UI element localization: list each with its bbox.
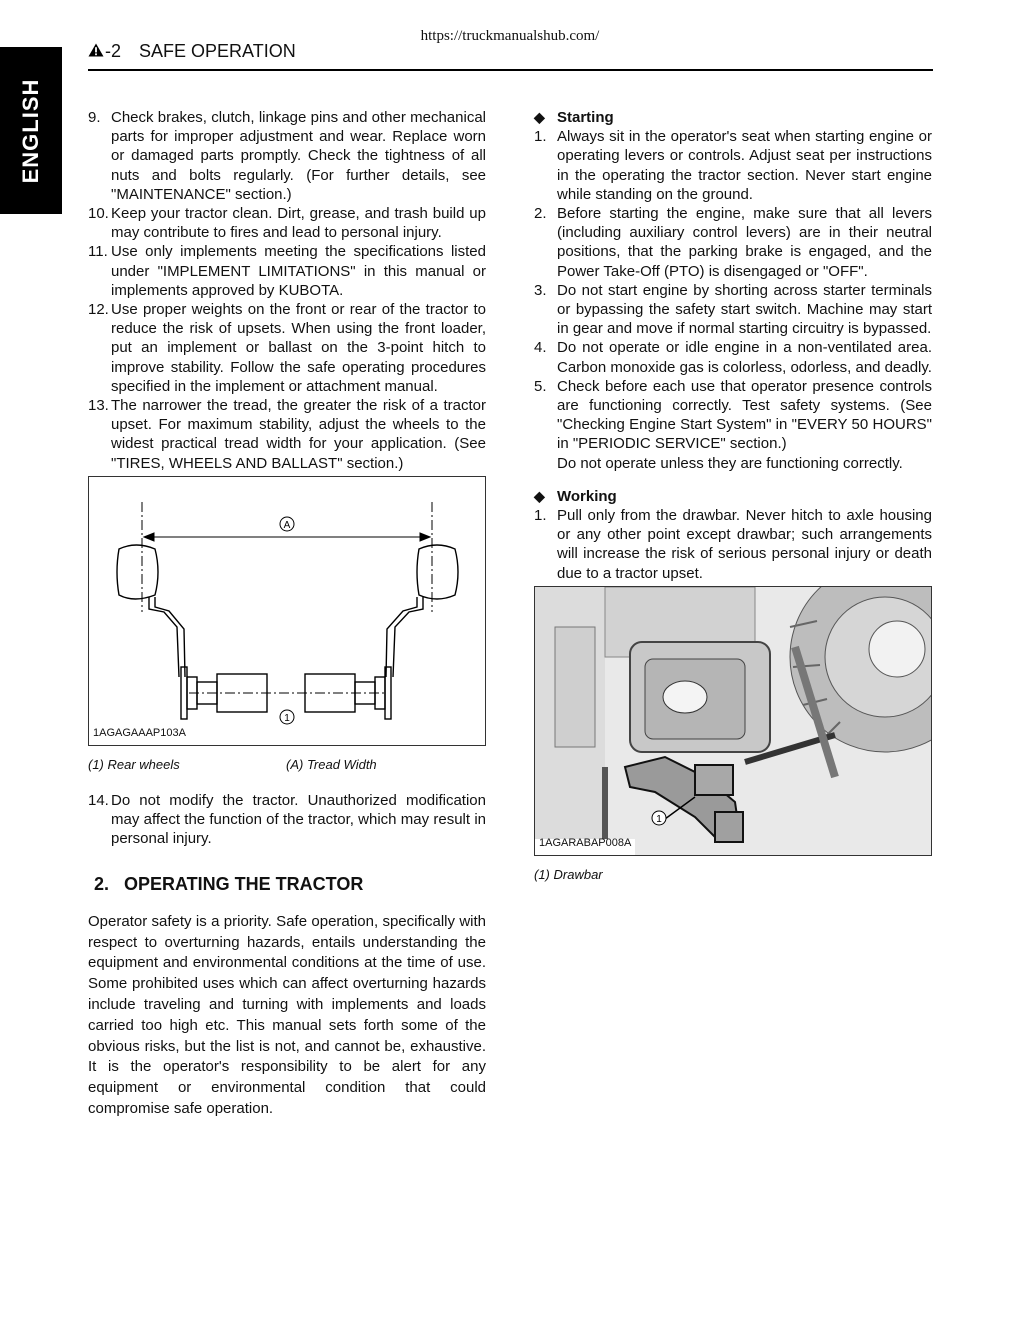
header-rule bbox=[88, 69, 933, 71]
section-paragraph: Operator safety is a priority. Safe operation, specifically with respect to overturning hazards, entails understanding the equipment and environmental conditions at the time of use. Some prohibited uses which can affect overturning hazards include traveling and turning with implements and loads carried too high etc. This manual sets forth some of the obvious risks, but the list is not, and cannot be, exhaustive. It is the operator's responsibility to be alert for any equipment or environmental condition that could compromise safe operation. bbox=[88, 912, 486, 1118]
list-item: 1. Pull only from the drawbar. Never hitch to axle housing or any other point except drawbar; such arrangements will increase the risk of serious personal injury or death due to a tractor upset. bbox=[534, 507, 932, 582]
section-title: OPERATING THE TRACTOR bbox=[124, 873, 364, 894]
language-tab-label: ENGLISH bbox=[18, 78, 43, 183]
figure-caption bbox=[88, 755, 486, 774]
page-number: -2 bbox=[105, 41, 122, 61]
safety-list bbox=[88, 108, 486, 473]
list-item: 2. Before starting the engine, make sure that all levers (including auxiliary control levers) are in their neutral positions, that the parking brake is engaged, and the Power Take-Off (PTO) is disengaged or "OFF". bbox=[534, 205, 932, 280]
caption-tread-width: (A) Tread Width bbox=[286, 756, 377, 772]
tread-width-figure bbox=[88, 476, 486, 746]
safety-list-continued bbox=[88, 791, 486, 849]
source-url: https://truckmanualshub.com/ bbox=[420, 28, 600, 44]
working-list bbox=[534, 506, 932, 583]
list-item: 11. Use only implements meeting the specifications listed under "IMPLEMENT LIMITATIONS" in this manual or implements approved by KUBOTA. bbox=[88, 243, 486, 299]
list-item: 3. Do not start engine by shorting across starter terminals or bypassing the safety start switch. Machine may start in gear and move if normal starting circuitry is bypassed. bbox=[534, 281, 932, 338]
caption-drawbar: (1) Drawbar bbox=[534, 866, 603, 882]
drawbar-figure bbox=[534, 586, 932, 856]
list-item-note: Do not operate unless they are functioning correctly. bbox=[557, 454, 903, 472]
starting-heading: ◆ Starting bbox=[534, 109, 614, 126]
caption-rear-wheels: (1) Rear wheels bbox=[88, 756, 180, 772]
figure-code: 1AGARABAP008A bbox=[539, 836, 632, 849]
page-header bbox=[88, 41, 296, 62]
warning-triangle-icon bbox=[88, 41, 104, 62]
drawbar-label-1: 1 bbox=[656, 813, 662, 825]
list-item: 12. Use proper weights on the front or rear of the tractor to reduce the risk of upsets. When using the front loader, put an implement or ballast on the 3-point hitch to improve stability. Follow the safe operating procedures specified in the implement or attachment manual. bbox=[88, 301, 486, 395]
label-1: 1 bbox=[284, 712, 290, 724]
section-number: 2. bbox=[94, 873, 110, 894]
working-heading: ◆ Working bbox=[534, 487, 617, 505]
language-tab bbox=[0, 47, 62, 214]
list-item: 5. Check before each use that operator presence controls are functioning correctly. Test safety systems. (See "Checking Engine Start System" in "EVERY 50 HOURS" in "PERIODIC SERVICE" section.) bbox=[534, 377, 932, 453]
page-title: SAFE OPERATION bbox=[139, 41, 296, 61]
figure-code: 1AGAGAAAP103A bbox=[93, 726, 186, 739]
starting-list bbox=[534, 127, 932, 473]
list-item: 4. Do not operate or idle engine in a non-ventilated area. Carbon monoxide gas is colorless, odorless, and deadly. bbox=[534, 339, 932, 376]
list-item: 1. Always sit in the operator's seat when starting engine or operating levers or controls. Adjust seat per instructions in the operating the tractor section. Never start engine while standing on the ground. bbox=[534, 128, 932, 203]
diamond-bullet-icon: ◆ bbox=[534, 109, 545, 125]
list-item: 9. Check brakes, clutch, linkage pins and other mechanical parts for improper adjustment and wear. Replace worn or damaged parts promptly. Check the tightness of all nuts and bolts regularly. (For further details, see "MAINTENANCE" section.) bbox=[88, 109, 486, 203]
list-item: 14. Do not modify the tractor. Unauthorized modification may affect the function of the tractor, which may result in personal injury. bbox=[88, 792, 486, 848]
section-heading bbox=[88, 875, 486, 894]
list-item: 10. Keep your tractor clean. Dirt, grease, and trash build up may contribute to fires and lead to personal injury. bbox=[88, 205, 486, 242]
list-item: 13. The narrower the tread, the greater the risk of a tractor upset. For maximum stability, adjust the wheels to the widest practical tread width for your application. (See "TIRES, WHEELS AND BALLAST" section.) bbox=[88, 397, 486, 472]
diamond-bullet-icon: ◆ bbox=[534, 487, 545, 504]
drawbar-photo-illustration bbox=[535, 587, 931, 855]
label-a: A bbox=[283, 519, 291, 531]
rear-wheels-diagram bbox=[89, 477, 485, 745]
right-column bbox=[534, 108, 932, 884]
left-column bbox=[88, 108, 486, 1120]
